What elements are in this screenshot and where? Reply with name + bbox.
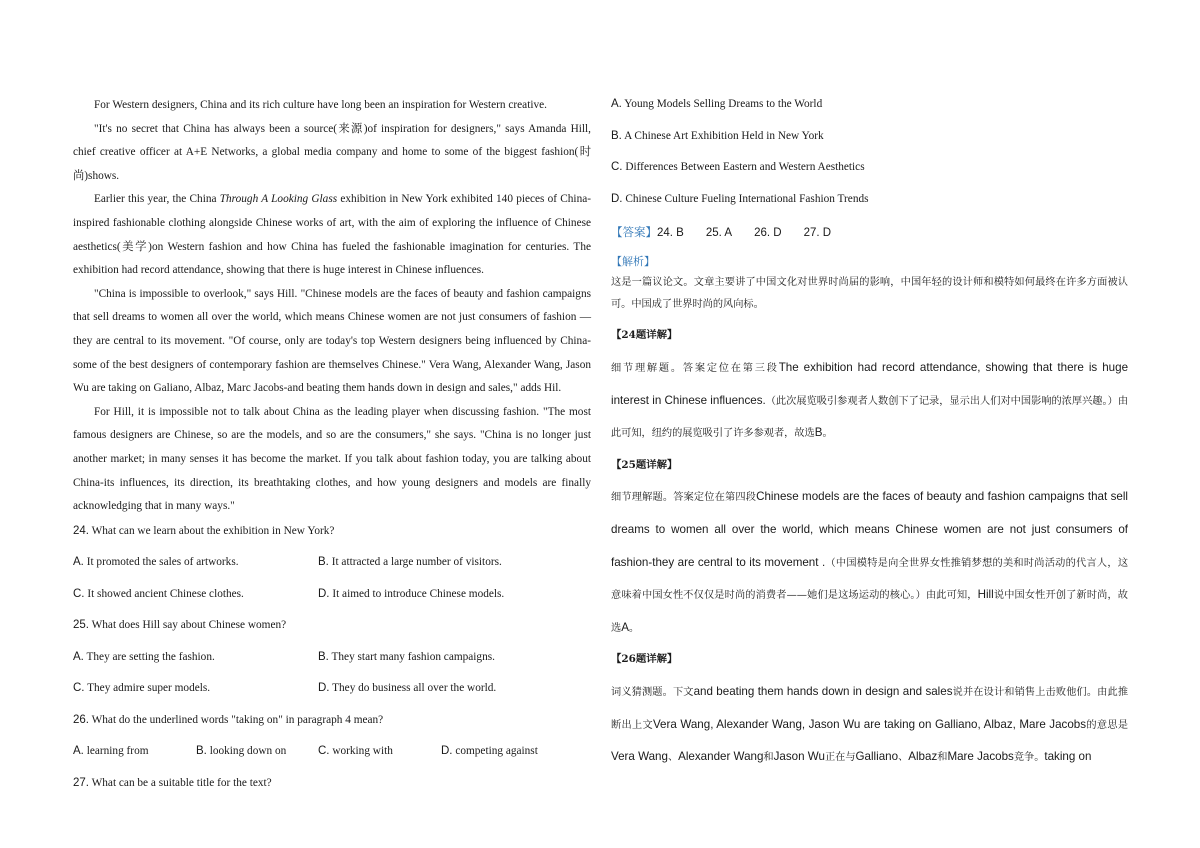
analysis-summary: 这是一篇议论文。文章主要讲了中国文化对世界时尚届的影响，中国年轻的设计师和模特如何最终在许多方面被认可。中国成了世界时尚的风向标。 (611, 277, 1128, 311)
passage-paragraph-2: "It's no secret that China has always been a source(来源)of inspiration for designers," says Amanda Hill, chief creative officer at A+E Networks, a global media company and home to some of the biggest fashion(时尚)shows. (73, 122, 591, 182)
option-24-d[interactable]: D. It aimed to introduce Chinese models. (318, 587, 505, 600)
heading-24: 【24题详解】 (611, 329, 678, 342)
option-25-a[interactable]: A. They are setting the fashion. (73, 650, 215, 663)
option-27-b[interactable]: B. A Chinese Art Exhibition Held in New York (611, 129, 824, 142)
passage-paragraph-4: "China is impossible to overlook," says Hill. "Chinese models are the faces of beauty and fashion campaigns that sell dreams to women all over the world, which means Chinese women are not just consumers of fashion — they are central to its movement. "Of course, only are today's top Western designers being influenced by China-some of the best designers of contemporary fashion are themselves Chinese." Vera Wang, Alexander Wang, Jason Wu are taking on Galiano, Albaz, Marc Jacobs-and beating them hands down in design and sales," adds Hil. (73, 287, 591, 395)
left-column (73, 94, 591, 808)
heading-25: 【25题详解】 (611, 458, 678, 471)
option-24-c[interactable]: C. It showed ancient Chinese clothes. (73, 587, 244, 600)
option-26-a[interactable]: A. learning from (73, 745, 149, 758)
right-column (611, 98, 1128, 774)
question-24-stem: 24. What can we learn about the exhibition in New York? (73, 524, 335, 537)
answer-item: 26. D (754, 227, 782, 240)
option-24-b[interactable]: B. It attracted a large number of visitors. (318, 556, 502, 569)
question-24 (73, 525, 591, 620)
option-27-d[interactable]: D. Chinese Culture Fueling International Fashion Trends (611, 192, 869, 205)
heading-26: 【26题详解】 (611, 653, 678, 666)
option-26-c[interactable]: C. working with (318, 745, 393, 758)
question-27-stem: 27. What can be a suitable title for the text? (73, 776, 272, 789)
analysis-tag: 【解析】 (611, 256, 655, 269)
option-25-b[interactable]: B. They start many fashion campaigns. (318, 650, 495, 663)
exhibition-title: Through A Looking Glass (219, 193, 338, 206)
passage-paragraph-3: Earlier this year, the China Through A Looking Glass exhibition in New York exhibited 140 pieces of China-inspired fashionable clothing alongside Chinese works of art, with the aim of exploring the influence of Chinese aesthetics(美学)on Western fashion and how China has fueled the fashionable imagination for centuries. The exhibition had record attendance, showing that there is huge interest in Chinese influences. (73, 193, 591, 277)
answer-item: 25. A (705, 227, 733, 240)
question-26-options (73, 745, 591, 777)
answer-key (611, 224, 1128, 253)
option-25-c[interactable]: C. They admire super models. (73, 682, 211, 695)
question-24-options-cd (73, 588, 591, 620)
answer-item: 24. B (657, 227, 684, 240)
question-24-options-ab (73, 556, 591, 588)
question-25-options-ab (73, 651, 591, 683)
question-26 (73, 714, 591, 777)
option-25-d[interactable]: D. They do business all over the world. (318, 682, 497, 695)
question-25 (73, 619, 591, 714)
answer-item: 27. D (803, 227, 832, 240)
option-26-d[interactable]: D. competing against (441, 745, 538, 758)
detail-26: 词义猜测题。下文and beating them hands down in design and sales说并在设计和销售上击败他们。由此推断出上文Vera Wang, Alexander Wang, Jason Wu are taking on Galliano, Albaz, Mare Jacobs的意思是Vera Wang、Alexander Wang和Jason Wu正在与Galliano、Albaz和Mare Jacobs竞争。taking on (611, 684, 1129, 764)
option-26-b[interactable]: B. looking down on (196, 745, 287, 758)
detail-24: 细节理解题。答案定位在第三段The exhibition had record attendance, showing that there is huge interest in Chinese influences.（此次展览吸引参观者人数创下了记录，显示出人们对中国影响的浓厚兴趣。）由此可知，纽约的展览吸引了许多参观者，故选B。 (611, 360, 1129, 440)
option-24-a[interactable]: A. It promoted the sales of artworks. (73, 556, 239, 569)
question-25-stem: 25. What does Hill say about Chinese women? (73, 619, 287, 632)
option-27-c[interactable]: C. Differences Between Eastern and Western Aesthetics (611, 161, 865, 174)
option-27-a[interactable]: A. Young Models Selling Dreams to the World (611, 98, 823, 110)
passage-paragraph-1: For Western designers, China and its rich culture have long been an inspiration for Western creative. (94, 99, 547, 111)
detail-25: 细节理解题。答案定位在第四段Chinese models are the faces of beauty and fashion campaigns that sell dreams to women all over the world, which means Chinese women are not just consumers of fashion-they are central to its movement .（中国模特是向全世界女性推销梦想的美和时尚活动的代言人，这意味着中国女性不仅仅是时尚的消费者——她们是这场运动的核心。）由此可知，Hill说中国女性开创了新时尚，故选A。 (611, 490, 1129, 634)
answer-tag: 【答案】 (611, 227, 657, 240)
question-25-options-cd (73, 682, 591, 714)
question-26-stem: 26. What do the underlined words "taking on" in paragraph 4 mean? (73, 713, 384, 726)
passage-paragraph-5: For Hill, it is impossible not to talk about China as the leading player when discussing fashion. "The most famous designers are Chinese, so are the models, and so are the consumers," she says. "China is no longer just another market; in many senses it has become the market. If you talk about fashion today, you are talking about China-its influences, its direction, its breathtaking clothes, and how young designers and models are finally acknowledging that in many ways." (73, 405, 591, 513)
